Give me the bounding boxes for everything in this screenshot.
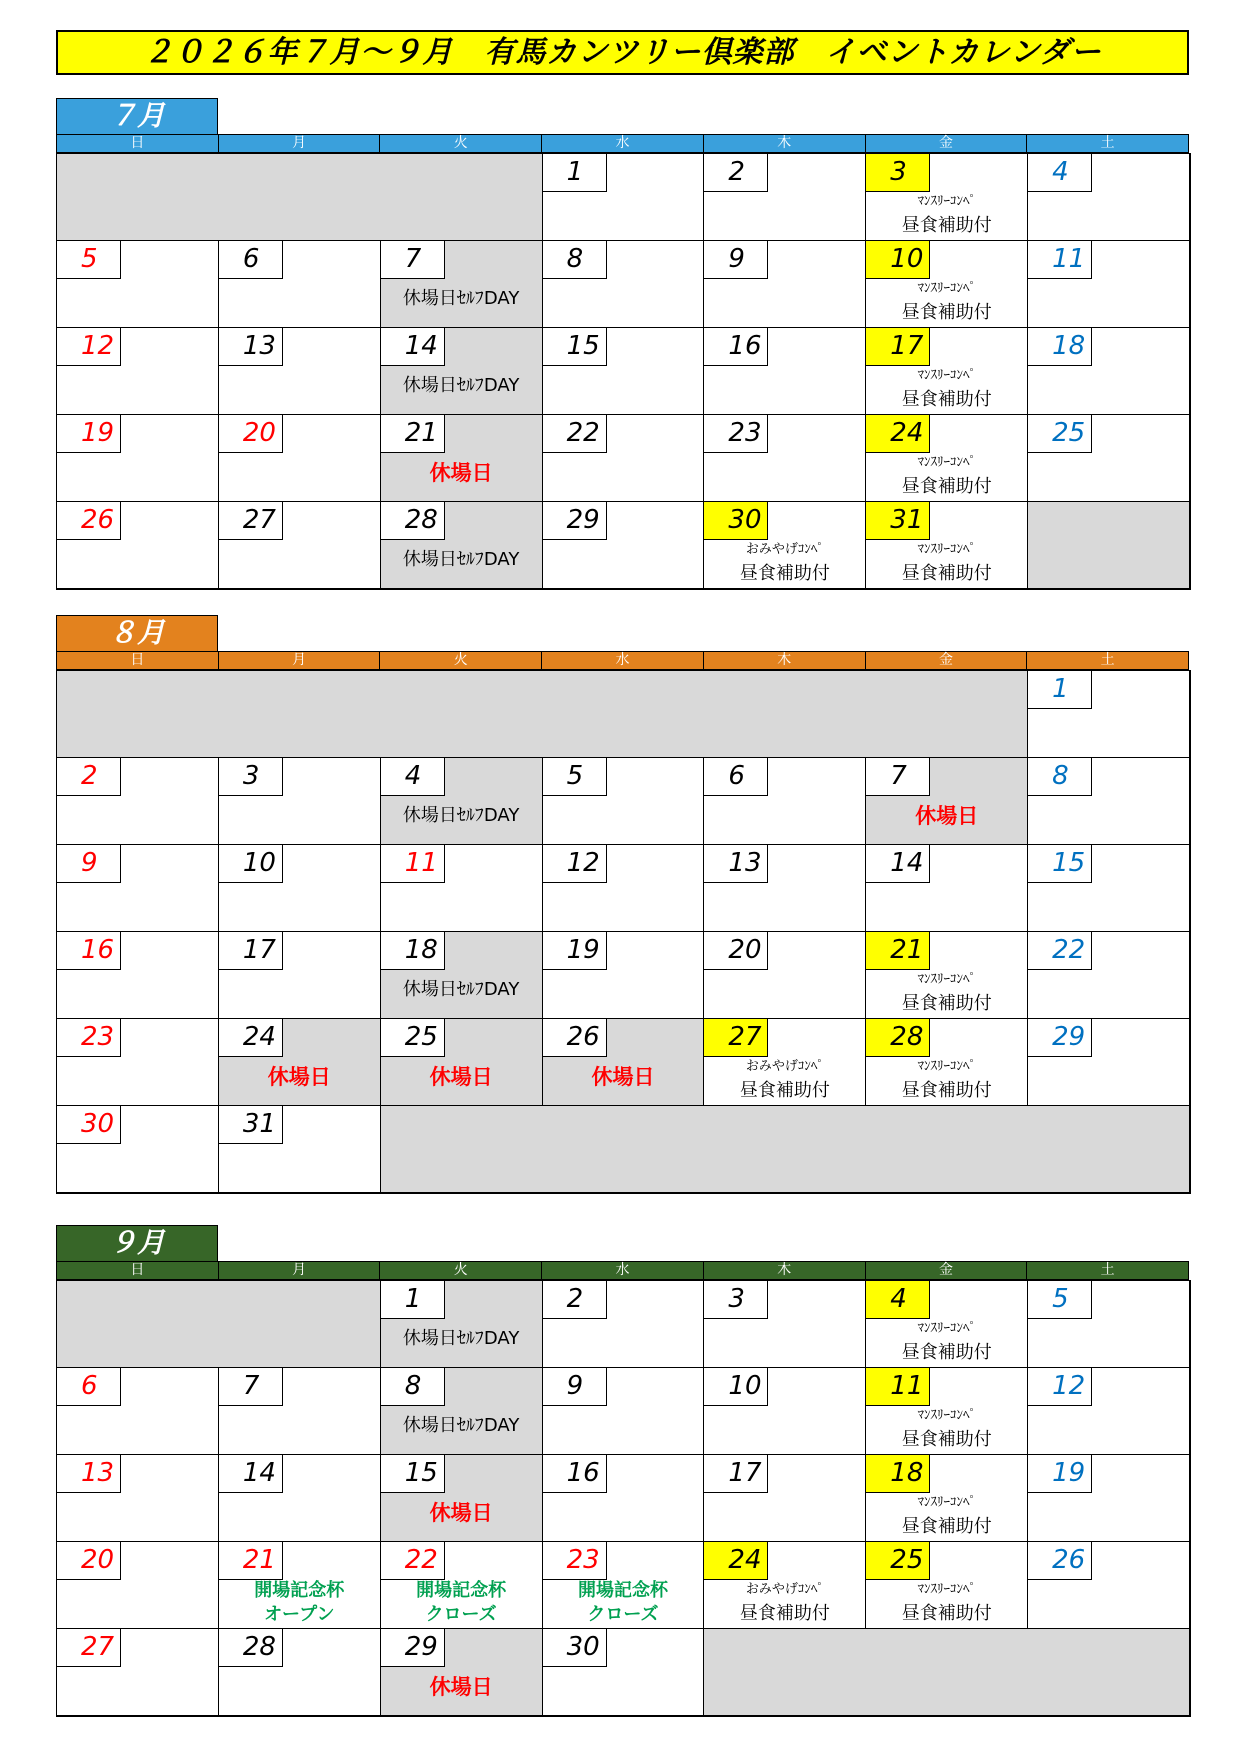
day-cell	[866, 758, 1028, 845]
event-text: 昼食補助付	[901, 1603, 992, 1624]
day-cell	[704, 241, 866, 328]
event-text: 休場日	[591, 1065, 655, 1089]
day-number: 25	[866, 1542, 930, 1580]
day-cell	[704, 1281, 866, 1368]
day-cell	[1028, 1455, 1190, 1542]
day-cell	[1028, 415, 1190, 502]
day-number: 15	[543, 328, 607, 366]
event-text: 昼食補助付	[901, 389, 992, 410]
event-text: 昼食補助付	[901, 1516, 992, 1537]
day-number: 4	[866, 1281, 930, 1319]
day-cell	[543, 241, 705, 328]
day-cell	[57, 328, 219, 415]
day-cell	[543, 1542, 705, 1629]
day-number: 20	[57, 1542, 121, 1580]
day-cell	[866, 932, 1028, 1019]
day-number: 29	[543, 502, 607, 540]
day-number: 28	[219, 1629, 283, 1667]
day-cell	[704, 154, 866, 241]
event-text: 休場日	[429, 1675, 493, 1699]
event-text: ﾏﾝｽﾘｰｺﾝﾍﾟ	[917, 972, 976, 987]
event-text: 休場日	[429, 1501, 493, 1525]
day-cell	[57, 932, 219, 1019]
day-number: 30	[57, 1106, 121, 1144]
day-number: 31	[866, 502, 930, 540]
day-cell	[1028, 758, 1190, 845]
day-cell	[866, 845, 1028, 932]
day-number: 5	[57, 241, 121, 279]
day-number: 25	[1028, 415, 1092, 453]
weekday-label: 月	[218, 135, 380, 152]
day-cell	[543, 1368, 705, 1455]
day-number: 15	[1028, 845, 1092, 883]
day-number: 16	[57, 932, 121, 970]
event-text: 昼食補助付	[901, 476, 992, 497]
month-label: ９月	[56, 1225, 218, 1261]
day-cell	[543, 1455, 705, 1542]
weekday-label: 日	[130, 1262, 145, 1278]
weekday-label: 水	[541, 652, 703, 669]
day-number: 27	[57, 1629, 121, 1667]
day-cell	[381, 758, 543, 845]
weekday-label: 土	[1026, 652, 1188, 669]
empty-cell	[704, 1629, 1190, 1716]
day-number: 5	[1028, 1281, 1092, 1319]
weekday-label: 木	[703, 135, 865, 152]
event-text: 休場日ｾﾙﾌDAY	[402, 805, 520, 826]
day-cell	[57, 758, 219, 845]
weekday-label: 月	[218, 1262, 380, 1279]
event-text: ﾏﾝｽﾘｰｺﾝﾍﾟ	[917, 1059, 976, 1074]
day-number: 17	[866, 328, 930, 366]
day-cell	[704, 758, 866, 845]
event-text: ﾏﾝｽﾘｰｺﾝﾍﾟ	[917, 1321, 976, 1336]
day-number: 9	[543, 1368, 607, 1406]
event-text: ﾏﾝｽﾘｰｺﾝﾍﾟ	[917, 281, 976, 296]
day-cell	[57, 845, 219, 932]
weekday-label: 水	[541, 1262, 703, 1279]
day-cell	[219, 1542, 381, 1629]
day-number: 16	[543, 1455, 607, 1493]
day-number: 9	[704, 241, 768, 279]
day-number: 20	[704, 932, 768, 970]
day-number: 13	[57, 1455, 121, 1493]
day-cell	[219, 1455, 381, 1542]
day-number: 10	[219, 845, 283, 883]
day-cell	[381, 1629, 543, 1716]
day-cell	[57, 1368, 219, 1455]
event-text: おみやげｺﾝﾍﾟ	[745, 1059, 824, 1074]
event-text: ﾏﾝｽﾘｰｺﾝﾍﾟ	[917, 1408, 976, 1423]
weekday-label: 金	[865, 135, 1027, 152]
day-number: 29	[381, 1629, 445, 1667]
day-cell	[1028, 241, 1190, 328]
day-cell	[543, 845, 705, 932]
day-cell	[1028, 1542, 1190, 1629]
day-cell	[866, 415, 1028, 502]
event-text: ﾏﾝｽﾘｰｺﾝﾍﾟ	[917, 1495, 976, 1510]
weekday-label: 金	[865, 1262, 1027, 1279]
day-cell	[543, 1281, 705, 1368]
calendar-title: ２０２６年７月～９月 有馬カンツリー倶楽部 イベントカレンダー	[56, 30, 1189, 75]
day-number: 6	[704, 758, 768, 796]
day-cell	[219, 1629, 381, 1716]
day-number: 16	[704, 328, 768, 366]
day-number: 12	[543, 845, 607, 883]
weekday-header	[56, 1261, 1189, 1280]
event-text: 開場記念杯	[416, 1580, 507, 1601]
day-number: 3	[219, 758, 283, 796]
day-cell	[543, 758, 705, 845]
day-number: 2	[543, 1281, 607, 1319]
weekday-label: 日	[130, 135, 145, 151]
day-number: 14	[219, 1455, 283, 1493]
day-number: 6	[219, 241, 283, 279]
event-text: 昼食補助付	[901, 1429, 992, 1450]
day-cell	[543, 502, 705, 589]
day-cell	[866, 1281, 1028, 1368]
event-text: 昼食補助付	[901, 563, 992, 584]
day-cell	[866, 241, 1028, 328]
day-cell	[1028, 154, 1190, 241]
day-number: 8	[381, 1368, 445, 1406]
day-number: 12	[57, 328, 121, 366]
day-cell	[57, 241, 219, 328]
event-text: ﾏﾝｽﾘｰｺﾝﾍﾟ	[917, 194, 976, 209]
day-number: 17	[219, 932, 283, 970]
event-text: 昼食補助付	[739, 1603, 830, 1624]
day-number: 13	[704, 845, 768, 883]
day-number: 26	[543, 1019, 607, 1057]
month-label: ７月	[56, 98, 218, 134]
day-cell	[219, 1106, 381, 1193]
day-number: 4	[1028, 154, 1092, 192]
day-grid	[56, 670, 1191, 1194]
day-cell	[704, 1019, 866, 1106]
day-cell	[543, 415, 705, 502]
day-number: 21	[866, 932, 930, 970]
event-text: ﾏﾝｽﾘｰｺﾝﾍﾟ	[917, 1582, 976, 1597]
weekday-label: 日	[130, 652, 145, 668]
event-text: 休場日ｾﾙﾌDAY	[402, 288, 520, 309]
day-cell	[219, 1368, 381, 1455]
day-number: 8	[1028, 758, 1092, 796]
day-number: 10	[866, 241, 930, 279]
day-number: 26	[57, 502, 121, 540]
event-text: 昼食補助付	[901, 1342, 992, 1363]
day-cell	[704, 328, 866, 415]
day-number: 24	[704, 1542, 768, 1580]
day-number: 21	[381, 415, 445, 453]
day-grid	[56, 1280, 1191, 1717]
day-cell	[866, 1542, 1028, 1629]
weekday-label: 金	[865, 652, 1027, 669]
day-cell	[219, 758, 381, 845]
event-text: おみやげｺﾝﾍﾟ	[745, 1582, 824, 1597]
day-cell	[219, 241, 381, 328]
day-cell	[381, 932, 543, 1019]
day-number: 10	[704, 1368, 768, 1406]
day-cell	[866, 154, 1028, 241]
day-number: 7	[381, 241, 445, 279]
day-cell	[543, 154, 705, 241]
day-number: 7	[219, 1368, 283, 1406]
empty-cell	[57, 154, 543, 241]
day-cell	[219, 932, 381, 1019]
day-number: 18	[1028, 328, 1092, 366]
day-cell	[381, 502, 543, 589]
weekday-header	[56, 134, 1189, 153]
day-number: 21	[219, 1542, 283, 1580]
event-text: 昼食補助付	[901, 993, 992, 1014]
day-cell	[704, 845, 866, 932]
event-text: 休場日ｾﾙﾌDAY	[402, 375, 520, 396]
day-number: 25	[381, 1019, 445, 1057]
weekday-label: 土	[1026, 1262, 1188, 1279]
day-cell	[219, 328, 381, 415]
day-number: 15	[381, 1455, 445, 1493]
day-number: 31	[219, 1106, 283, 1144]
weekday-label: 土	[1026, 135, 1188, 152]
day-number: 29	[1028, 1019, 1092, 1057]
day-number: 28	[381, 502, 445, 540]
day-cell	[381, 1455, 543, 1542]
day-number: 9	[57, 845, 121, 883]
day-cell	[1028, 1281, 1190, 1368]
day-cell	[704, 1455, 866, 1542]
day-cell	[866, 328, 1028, 415]
day-number: 22	[1028, 932, 1092, 970]
day-number: 5	[543, 758, 607, 796]
event-text: おみやげｺﾝﾍﾟ	[745, 542, 824, 557]
day-number: 22	[543, 415, 607, 453]
day-cell	[219, 502, 381, 589]
month-label: ８月	[56, 615, 218, 651]
event-text: 休場日	[429, 1065, 493, 1089]
day-number: 4	[381, 758, 445, 796]
day-number: 17	[704, 1455, 768, 1493]
day-cell	[543, 932, 705, 1019]
day-cell	[381, 1542, 543, 1629]
day-cell	[381, 415, 543, 502]
day-number: 27	[704, 1019, 768, 1057]
weekday-label: 月	[218, 652, 380, 669]
weekday-label: 火	[379, 652, 541, 669]
day-cell	[381, 1368, 543, 1455]
day-number: 11	[381, 845, 445, 883]
day-cell	[704, 415, 866, 502]
day-cell	[1028, 671, 1190, 758]
event-text: 休場日ｾﾙﾌDAY	[402, 549, 520, 570]
day-number: 11	[866, 1368, 930, 1406]
day-cell	[381, 845, 543, 932]
day-number: 30	[543, 1629, 607, 1667]
day-number: 13	[219, 328, 283, 366]
event-text: 休場日	[267, 1065, 331, 1089]
weekday-label: 木	[703, 652, 865, 669]
event-text: 昼食補助付	[739, 1080, 830, 1101]
day-number: 18	[866, 1455, 930, 1493]
day-cell	[57, 1455, 219, 1542]
day-cell	[704, 1368, 866, 1455]
empty-cell	[57, 671, 1028, 758]
day-cell	[1028, 1019, 1190, 1106]
day-cell	[219, 845, 381, 932]
day-cell	[57, 415, 219, 502]
day-cell	[1028, 328, 1190, 415]
day-number: 24	[866, 415, 930, 453]
day-number: 20	[219, 415, 283, 453]
day-number: 19	[543, 932, 607, 970]
day-cell	[1028, 845, 1190, 932]
day-number: 26	[1028, 1542, 1092, 1580]
day-number: 19	[1028, 1455, 1092, 1493]
day-number: 23	[57, 1019, 121, 1057]
day-cell	[866, 1368, 1028, 1455]
day-cell	[704, 1542, 866, 1629]
day-number: 18	[381, 932, 445, 970]
day-number: 23	[543, 1542, 607, 1580]
event-text: 休場日ｾﾙﾌDAY	[402, 1415, 520, 1436]
event-text: 休場日ｾﾙﾌDAY	[402, 979, 520, 1000]
empty-cell	[381, 1106, 1190, 1193]
weekday-label: 水	[541, 135, 703, 152]
event-text: クローズ	[587, 1604, 659, 1625]
event-text: 昼食補助付	[901, 1080, 992, 1101]
event-text: 休場日ｾﾙﾌDAY	[402, 1328, 520, 1349]
day-cell	[57, 502, 219, 589]
event-text: 開場記念杯	[254, 1580, 345, 1601]
day-cell	[866, 1455, 1028, 1542]
weekday-header	[56, 651, 1189, 670]
event-text: 休場日	[429, 461, 493, 485]
weekday-label: 木	[703, 1262, 865, 1279]
event-text: ﾏﾝｽﾘｰｺﾝﾍﾟ	[917, 542, 976, 557]
day-number: 2	[57, 758, 121, 796]
day-cell	[704, 502, 866, 589]
day-number: 7	[866, 758, 930, 796]
event-text: 開場記念杯	[577, 1580, 668, 1601]
day-cell	[704, 932, 866, 1019]
day-number: 27	[219, 502, 283, 540]
day-number: 1	[381, 1281, 445, 1319]
day-number: 19	[57, 415, 121, 453]
day-number: 6	[57, 1368, 121, 1406]
event-text: クローズ	[425, 1604, 497, 1625]
day-cell	[543, 1019, 705, 1106]
day-cell	[57, 1542, 219, 1629]
empty-cell	[57, 1281, 381, 1368]
day-cell	[57, 1629, 219, 1716]
event-text: 昼食補助付	[901, 302, 992, 323]
event-text: 昼食補助付	[901, 215, 992, 236]
day-number: 1	[543, 154, 607, 192]
day-cell	[381, 1281, 543, 1368]
day-cell	[57, 1106, 219, 1193]
day-number: 3	[866, 154, 930, 192]
day-cell	[381, 328, 543, 415]
day-grid	[56, 153, 1191, 590]
day-number: 2	[704, 154, 768, 192]
day-cell	[1028, 932, 1190, 1019]
event-text: ﾏﾝｽﾘｰｺﾝﾍﾟ	[917, 455, 976, 470]
day-number: 22	[381, 1542, 445, 1580]
empty-cell	[1028, 502, 1190, 589]
day-number: 23	[704, 415, 768, 453]
day-number: 12	[1028, 1368, 1092, 1406]
day-number: 14	[866, 845, 930, 883]
day-cell	[381, 241, 543, 328]
day-number: 28	[866, 1019, 930, 1057]
event-text: オープン	[264, 1604, 335, 1625]
day-number: 8	[543, 241, 607, 279]
day-cell	[219, 1019, 381, 1106]
day-number: 14	[381, 328, 445, 366]
weekday-label: 火	[379, 1262, 541, 1279]
day-cell	[381, 1019, 543, 1106]
day-number: 1	[1028, 671, 1092, 709]
day-number: 24	[219, 1019, 283, 1057]
day-number: 11	[1028, 241, 1092, 279]
day-cell	[57, 1019, 219, 1106]
day-cell	[866, 502, 1028, 589]
day-cell	[543, 1629, 705, 1716]
weekday-label: 火	[379, 135, 541, 152]
day-number: 3	[704, 1281, 768, 1319]
event-text: ﾏﾝｽﾘｰｺﾝﾍﾟ	[917, 368, 976, 383]
event-text: 休場日	[915, 804, 979, 828]
day-cell	[219, 415, 381, 502]
day-cell	[543, 328, 705, 415]
day-cell	[866, 1019, 1028, 1106]
day-cell	[1028, 1368, 1190, 1455]
day-number: 30	[704, 502, 768, 540]
event-text: 昼食補助付	[739, 563, 830, 584]
